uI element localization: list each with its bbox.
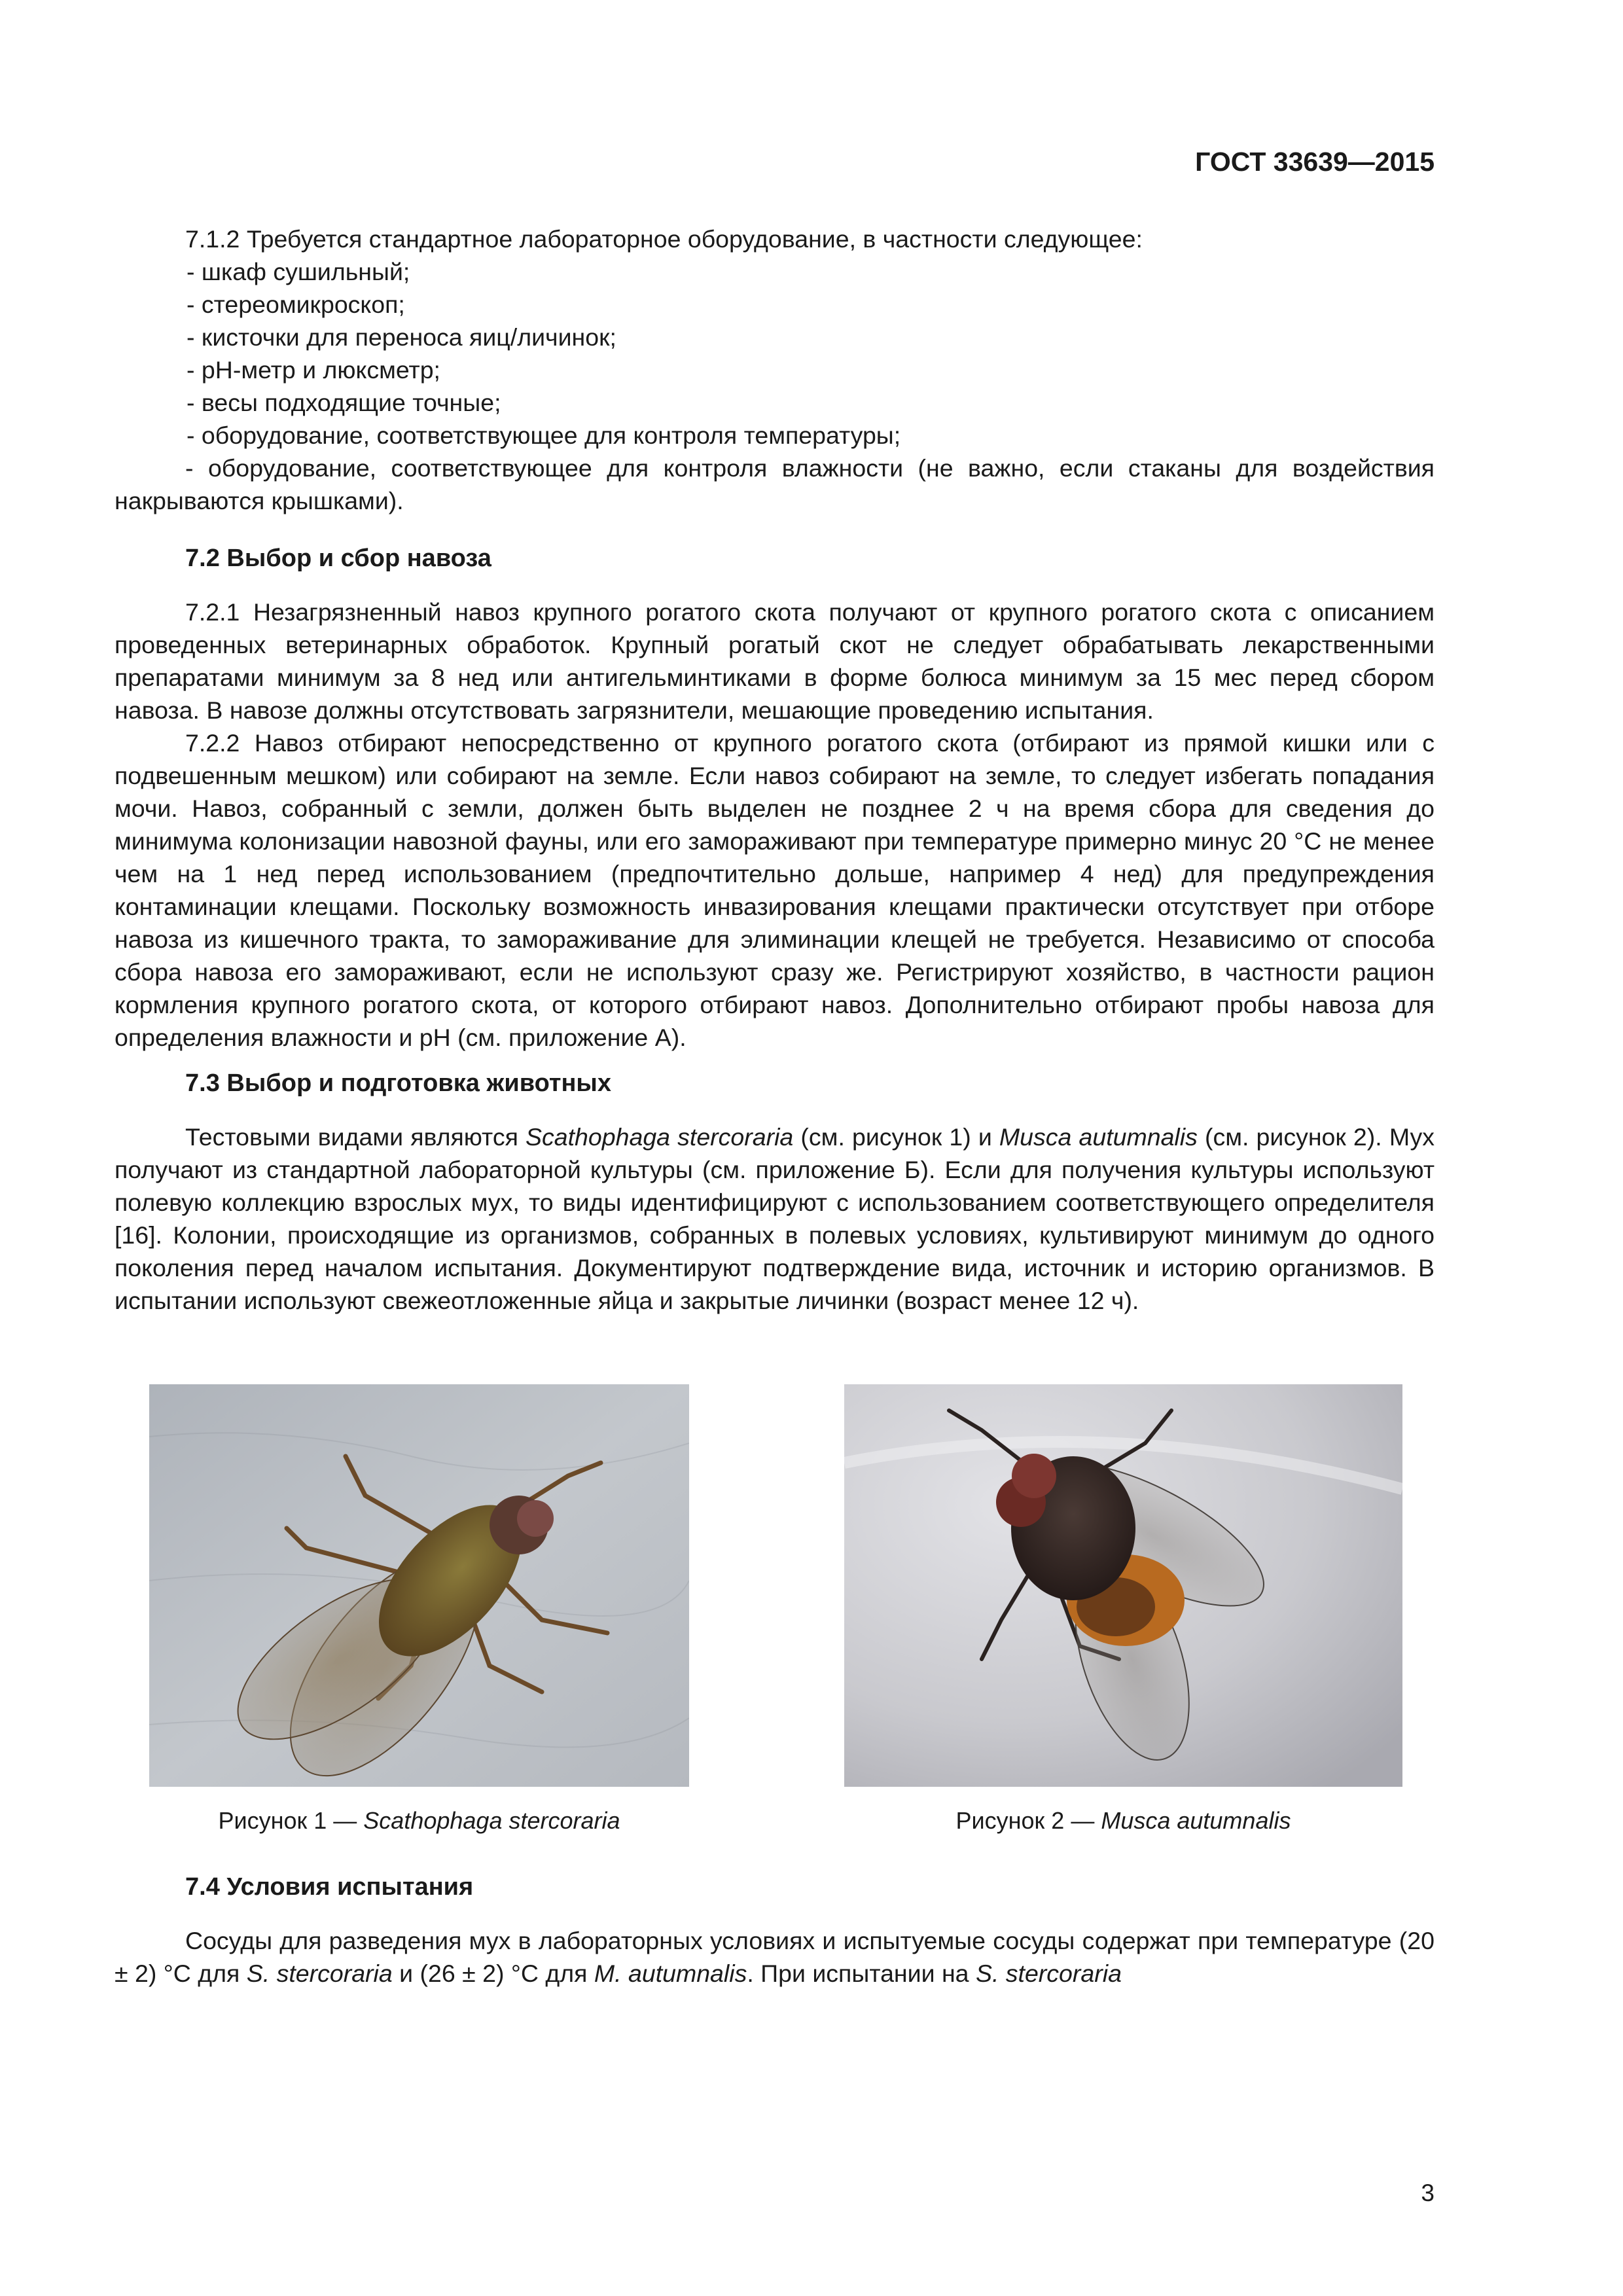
equipment-item: - оборудование, соответствующее для контроля температуры; (187, 422, 901, 449)
species-name: S. stercoraria (975, 1960, 1122, 1987)
section-7-3-heading: 7.3 Выбор и подготовка животных (185, 1069, 611, 1097)
section-7-1-2 (115, 223, 1435, 517)
paragraph-7-3: Тестовыми видами являются Scathophaga stercoraria (см. рисунок 1) и Musca autumnalis (см. рисунок 2). Мух получают из стандартной лабораторной культуры (см. приложение Б). Если для получения культуры используют полевую коллекцию взрослых мух, то виды идентифицируют с использованием соответствующего определителя [16]. Колонии, происходящие из организмов, собранных в полевых условиях, культивируют минимум до одного поколения перед началом испытания. Документируют подтверждение вида, источник и историю организмов. В испытании используют свежеотложенные яйца и закрытые личинки (возраст менее 12 ч). (115, 1123, 1435, 1314)
section-7-4-body (115, 1924, 1435, 1990)
species-name: Scathophaga stercoraria (363, 1807, 620, 1834)
section-7-4-heading: 7.4 Условия испытания (185, 1873, 474, 1901)
species-name: Scathophaga stercoraria (526, 1123, 794, 1151)
equipment-item-last: - оборудование, соответствующее для контроля влажности (не важно, если стаканы для воздействия накрываются крышками). (115, 454, 1435, 514)
figure-2-photo (844, 1384, 1402, 1787)
document-id: ГОСТ 33639—2015 (1195, 147, 1435, 177)
equipment-item: - весы подходящие точные; (187, 389, 501, 416)
paragraph-7-2-1: 7.2.1 Незагрязненный навоз крупного рогатого скота получают от крупного рогатого скота с описанием проведенных ветеринарных обработок. Крупный рогатый скот не следует обрабатывать лекарственными препаратами минимум за 8 нед или антигельминтиками в форме болюса минимум за 15 мес перед сбором навоза. В навозе должны отсутствовать загрязнители, мешающие проведению испытания. (115, 598, 1435, 724)
figure-2-caption: Рисунок 2 — Musca autumnalis (955, 1807, 1291, 1834)
equipment-item: - стереомикроскоп; (187, 291, 405, 318)
section-7-2-body (115, 596, 1435, 1054)
species-name: M. autumnalis (594, 1960, 747, 1987)
page-number: 3 (1421, 2179, 1435, 2206)
figure-1-photo (149, 1384, 689, 1787)
figure-1-caption: Рисунок 1 — Scathophaga stercoraria (218, 1807, 620, 1834)
section-7-3-body (115, 1121, 1435, 1317)
species-name: Musca autumnalis (999, 1123, 1198, 1151)
species-name: Musca autumnalis (1101, 1807, 1291, 1834)
equipment-item: - шкаф сушильный; (187, 258, 410, 285)
scathophaga-fly-image (149, 1384, 689, 1787)
paragraph-7-4: Сосуды для разведения мух в лабораторных условиях и испытуемые сосуды содержат при температуре (20 ± 2) °С для S. stercoraria и (26 ± 2) °С для M. autumnalis. При испытании на S. stercoraria (115, 1927, 1435, 1987)
section-7-2-heading: 7.2 Выбор и сбор навоза (185, 545, 491, 572)
equipment-item: - кисточки для переноса яиц/личинок; (187, 323, 616, 351)
equipment-item: - pH-метр и люксметр; (187, 356, 440, 384)
species-name: S. stercoraria (246, 1960, 393, 1987)
paragraph-7-2-2: 7.2.2 Навоз отбирают непосредственно от крупного рогатого скота (отбирают из прямой кишки или с подвешенным мешком) или собирают на земле. Если навоз собирают на земле, то следует избегать попадания мочи. Навоз, собранный с земли, должен быть выделен не позднее 2 ч на время сбора для сведения до минимума колонизации навозной фауны, или его замораживают при температуре примерно минус 20 °С не менее чем на 1 нед перед использованием (предпочтительно дольше, например 4 нед) для предупреждения контаминации клещами. Поскольку возможность инвазирования клещами практически отсутствует при отборе навоза из кишечного тракта, то замораживание для элиминации клещей не требуется. Независимо от способа сбора навоза его замораживают, если не используют сразу же. Регистрируют хозяйство, в частности рацион кормления крупного рогатого скота, от которого отбирают навоз. Дополнительно отбирают пробы навоза для определения влажности и pH (см. приложение А). (115, 729, 1435, 1051)
section-7-1-2-intro: 7.1.2 Требуется стандартное лабораторное оборудование, в частности следующее: (185, 225, 1143, 253)
musca-fly-image (844, 1384, 1402, 1787)
